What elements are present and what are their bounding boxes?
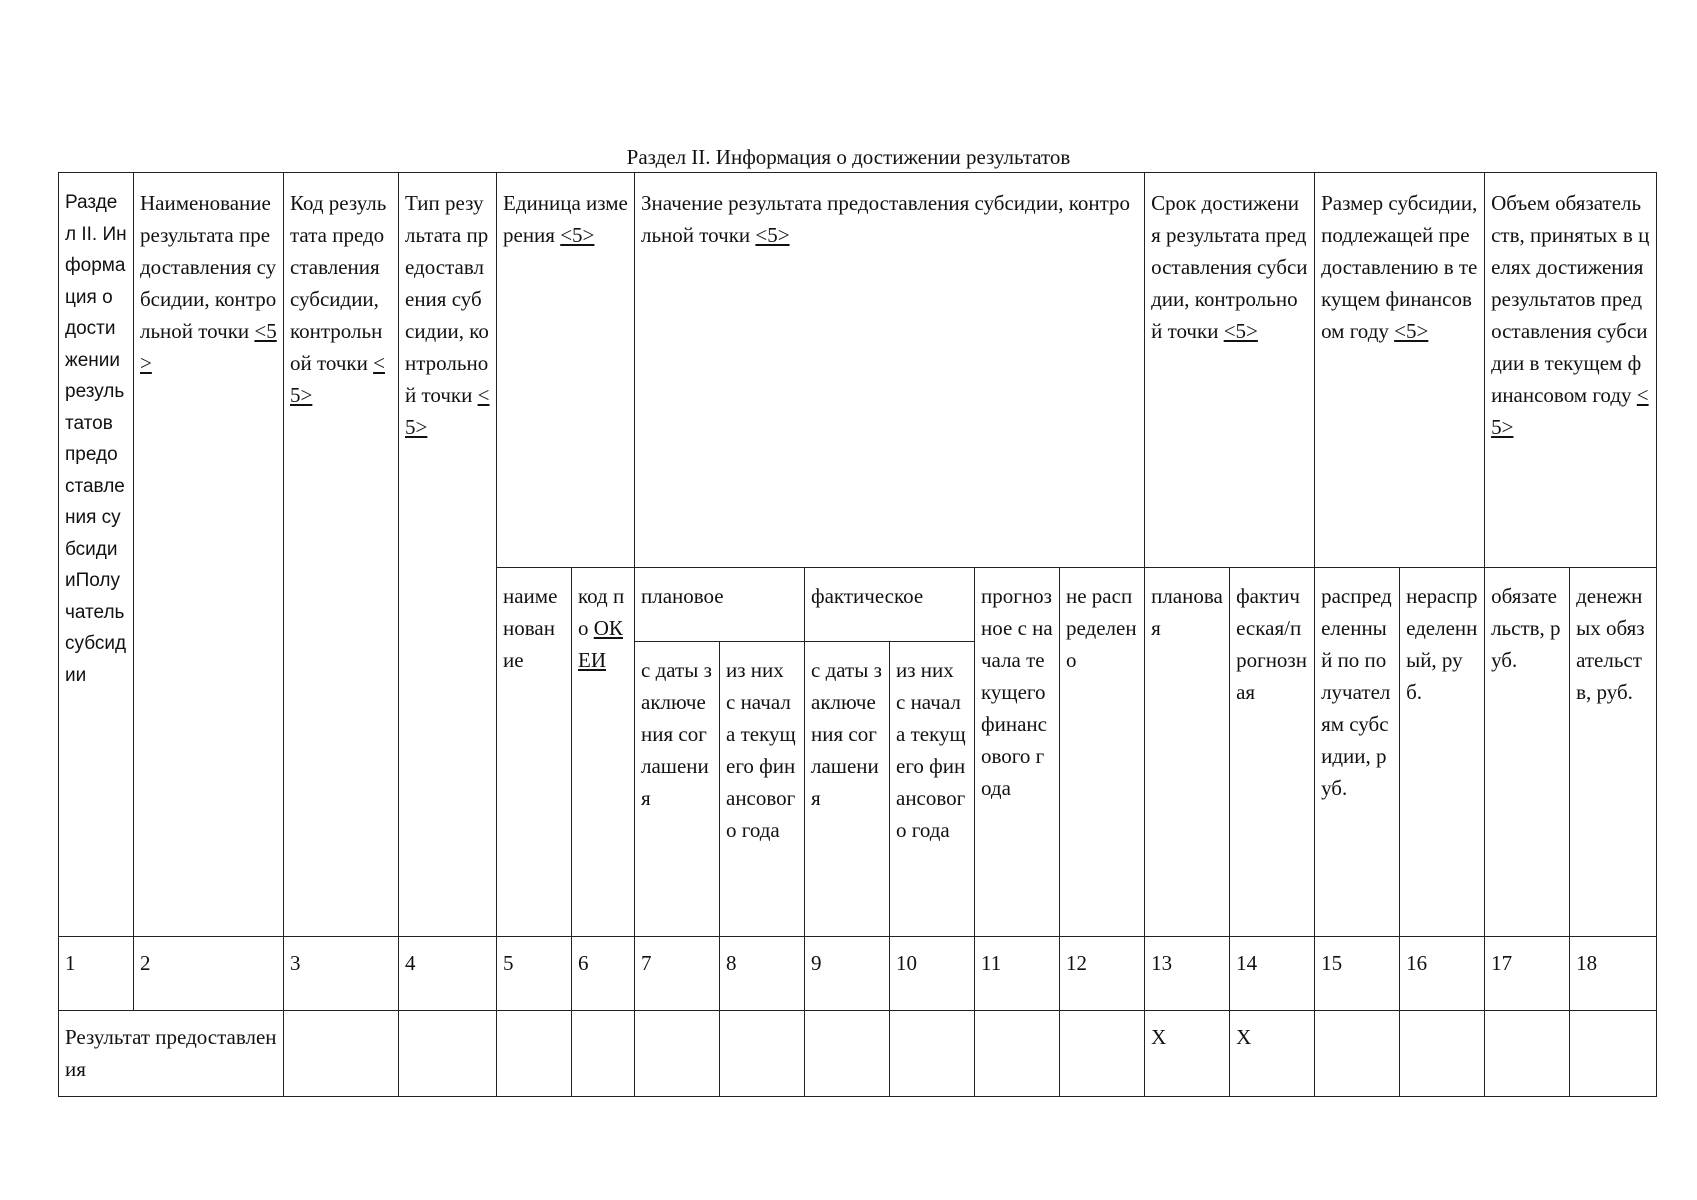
table-cell[interactable] [1570,1011,1657,1097]
column-number: 2 [134,937,284,1011]
ref-link[interactable]: <5> [140,319,277,375]
row-label: Результат предоставления [59,1011,284,1097]
table-cell[interactable]: X [1230,1011,1315,1097]
results-table [58,172,1657,1097]
table-cell[interactable] [399,1011,497,1097]
header-result-name: Наименование результата предоставления субсидии, контрольной точки <5> [134,173,284,937]
header-row [59,173,1657,568]
header-obligations: Объем обязательств, принятых в целях достижения результатов предоставления субсидии в текущем финансовом году <5> [1485,173,1657,568]
table-cell[interactable] [890,1011,975,1097]
table-cell[interactable] [284,1011,399,1097]
column-number: 3 [284,937,399,1011]
column-number: 8 [720,937,805,1011]
ref-link[interactable]: <5> [755,223,790,247]
table-cell[interactable] [1315,1011,1400,1097]
table-cell[interactable] [805,1011,890,1097]
column-numbers-row [59,937,1657,1011]
ref-link[interactable]: <5> [1394,319,1429,343]
subheader-term-planned: плановая [1145,568,1230,937]
ref-link[interactable]: <5> [405,383,490,439]
table-cell[interactable] [572,1011,635,1097]
column-number: 13 [1145,937,1230,1011]
subheader-cash-obligations: денежных обязательств, руб. [1570,568,1657,937]
ref-link[interactable]: <5> [1223,319,1258,343]
column-number: 9 [805,937,890,1011]
column-number: 4 [399,937,497,1011]
subheader-planned-from-agreement: с даты заключения соглашения [635,642,720,937]
okei-link[interactable]: ОКЕИ [578,616,623,672]
subheader-unit-name: наименование [497,568,572,937]
section-title: Раздел II. Информация о достижении результатов [626,145,1071,169]
subheader-actual-from-year: из них с начала текущего финансового года [890,642,975,937]
column-number: 12 [1060,937,1145,1011]
ref-link[interactable]: <5> [290,351,385,407]
subheader-actual: фактическое [805,568,975,642]
table-cell[interactable] [975,1011,1060,1097]
ref-link[interactable]: <5> [560,223,595,247]
subheader-planned: плановое [635,568,805,642]
column-number: 7 [635,937,720,1011]
subheader-term-actual: фактическая/прогнозная [1230,568,1315,937]
header-unit: Единица измерения <5> [497,173,635,568]
column-number: 6 [572,937,635,1011]
column-number: 11 [975,937,1060,1011]
table-cell[interactable] [1400,1011,1485,1097]
header-value: Значение результата предоставления субсидии, контрольной точки <5> [635,173,1145,568]
subheader-obligations: обязательств, руб. [1485,568,1570,937]
subheader-unit-code: код по ОКЕИ [572,568,635,937]
column-number: 5 [497,937,572,1011]
table-cell[interactable] [1485,1011,1570,1097]
table-cell[interactable]: X [1145,1011,1230,1097]
header-result-code: Код результата предоставления субсидии, контрольной точки <5> [284,173,399,937]
column-number: 16 [1400,937,1485,1011]
subheader-size-undistributed: нераспределенный, руб. [1400,568,1485,937]
subheader-actual-from-agreement: с даты заключения соглашения [805,642,890,937]
header-term: Срок достижения результата предоставления субсидии, контрольной точки <5> [1145,173,1315,568]
header-subsidy-size: Размер субсидии, подлежащей предоставлению в текущем финансовом году <5> [1315,173,1485,568]
table-cell[interactable] [720,1011,805,1097]
table-cell[interactable] [635,1011,720,1097]
column-number: 17 [1485,937,1570,1011]
subheader-size-distributed: распределенный по получателям субсидии, руб. [1315,568,1400,937]
column-number: 15 [1315,937,1400,1011]
header-section-recipient: Раздел II. Информация о достижении результатов предоставления субсидииПолучатель субсидии [59,173,134,937]
column-number: 14 [1230,937,1315,1011]
table-row [59,1011,1657,1097]
subheader-undistributed: не распределено [1060,568,1145,937]
column-number: 1 [59,937,134,1011]
column-number: 18 [1570,937,1657,1011]
subheader-forecast: прогнозное с начала текущего финансового года [975,568,1060,937]
subheader-planned-from-year: из них с начала текущего финансового года [720,642,805,937]
table-cell[interactable] [497,1011,572,1097]
table-cell[interactable] [1060,1011,1145,1097]
column-number: 10 [890,937,975,1011]
ref-link[interactable]: <5> [1491,383,1649,439]
header-result-type: Тип результата предоставления субсидии, контрольной точки <5> [399,173,497,937]
